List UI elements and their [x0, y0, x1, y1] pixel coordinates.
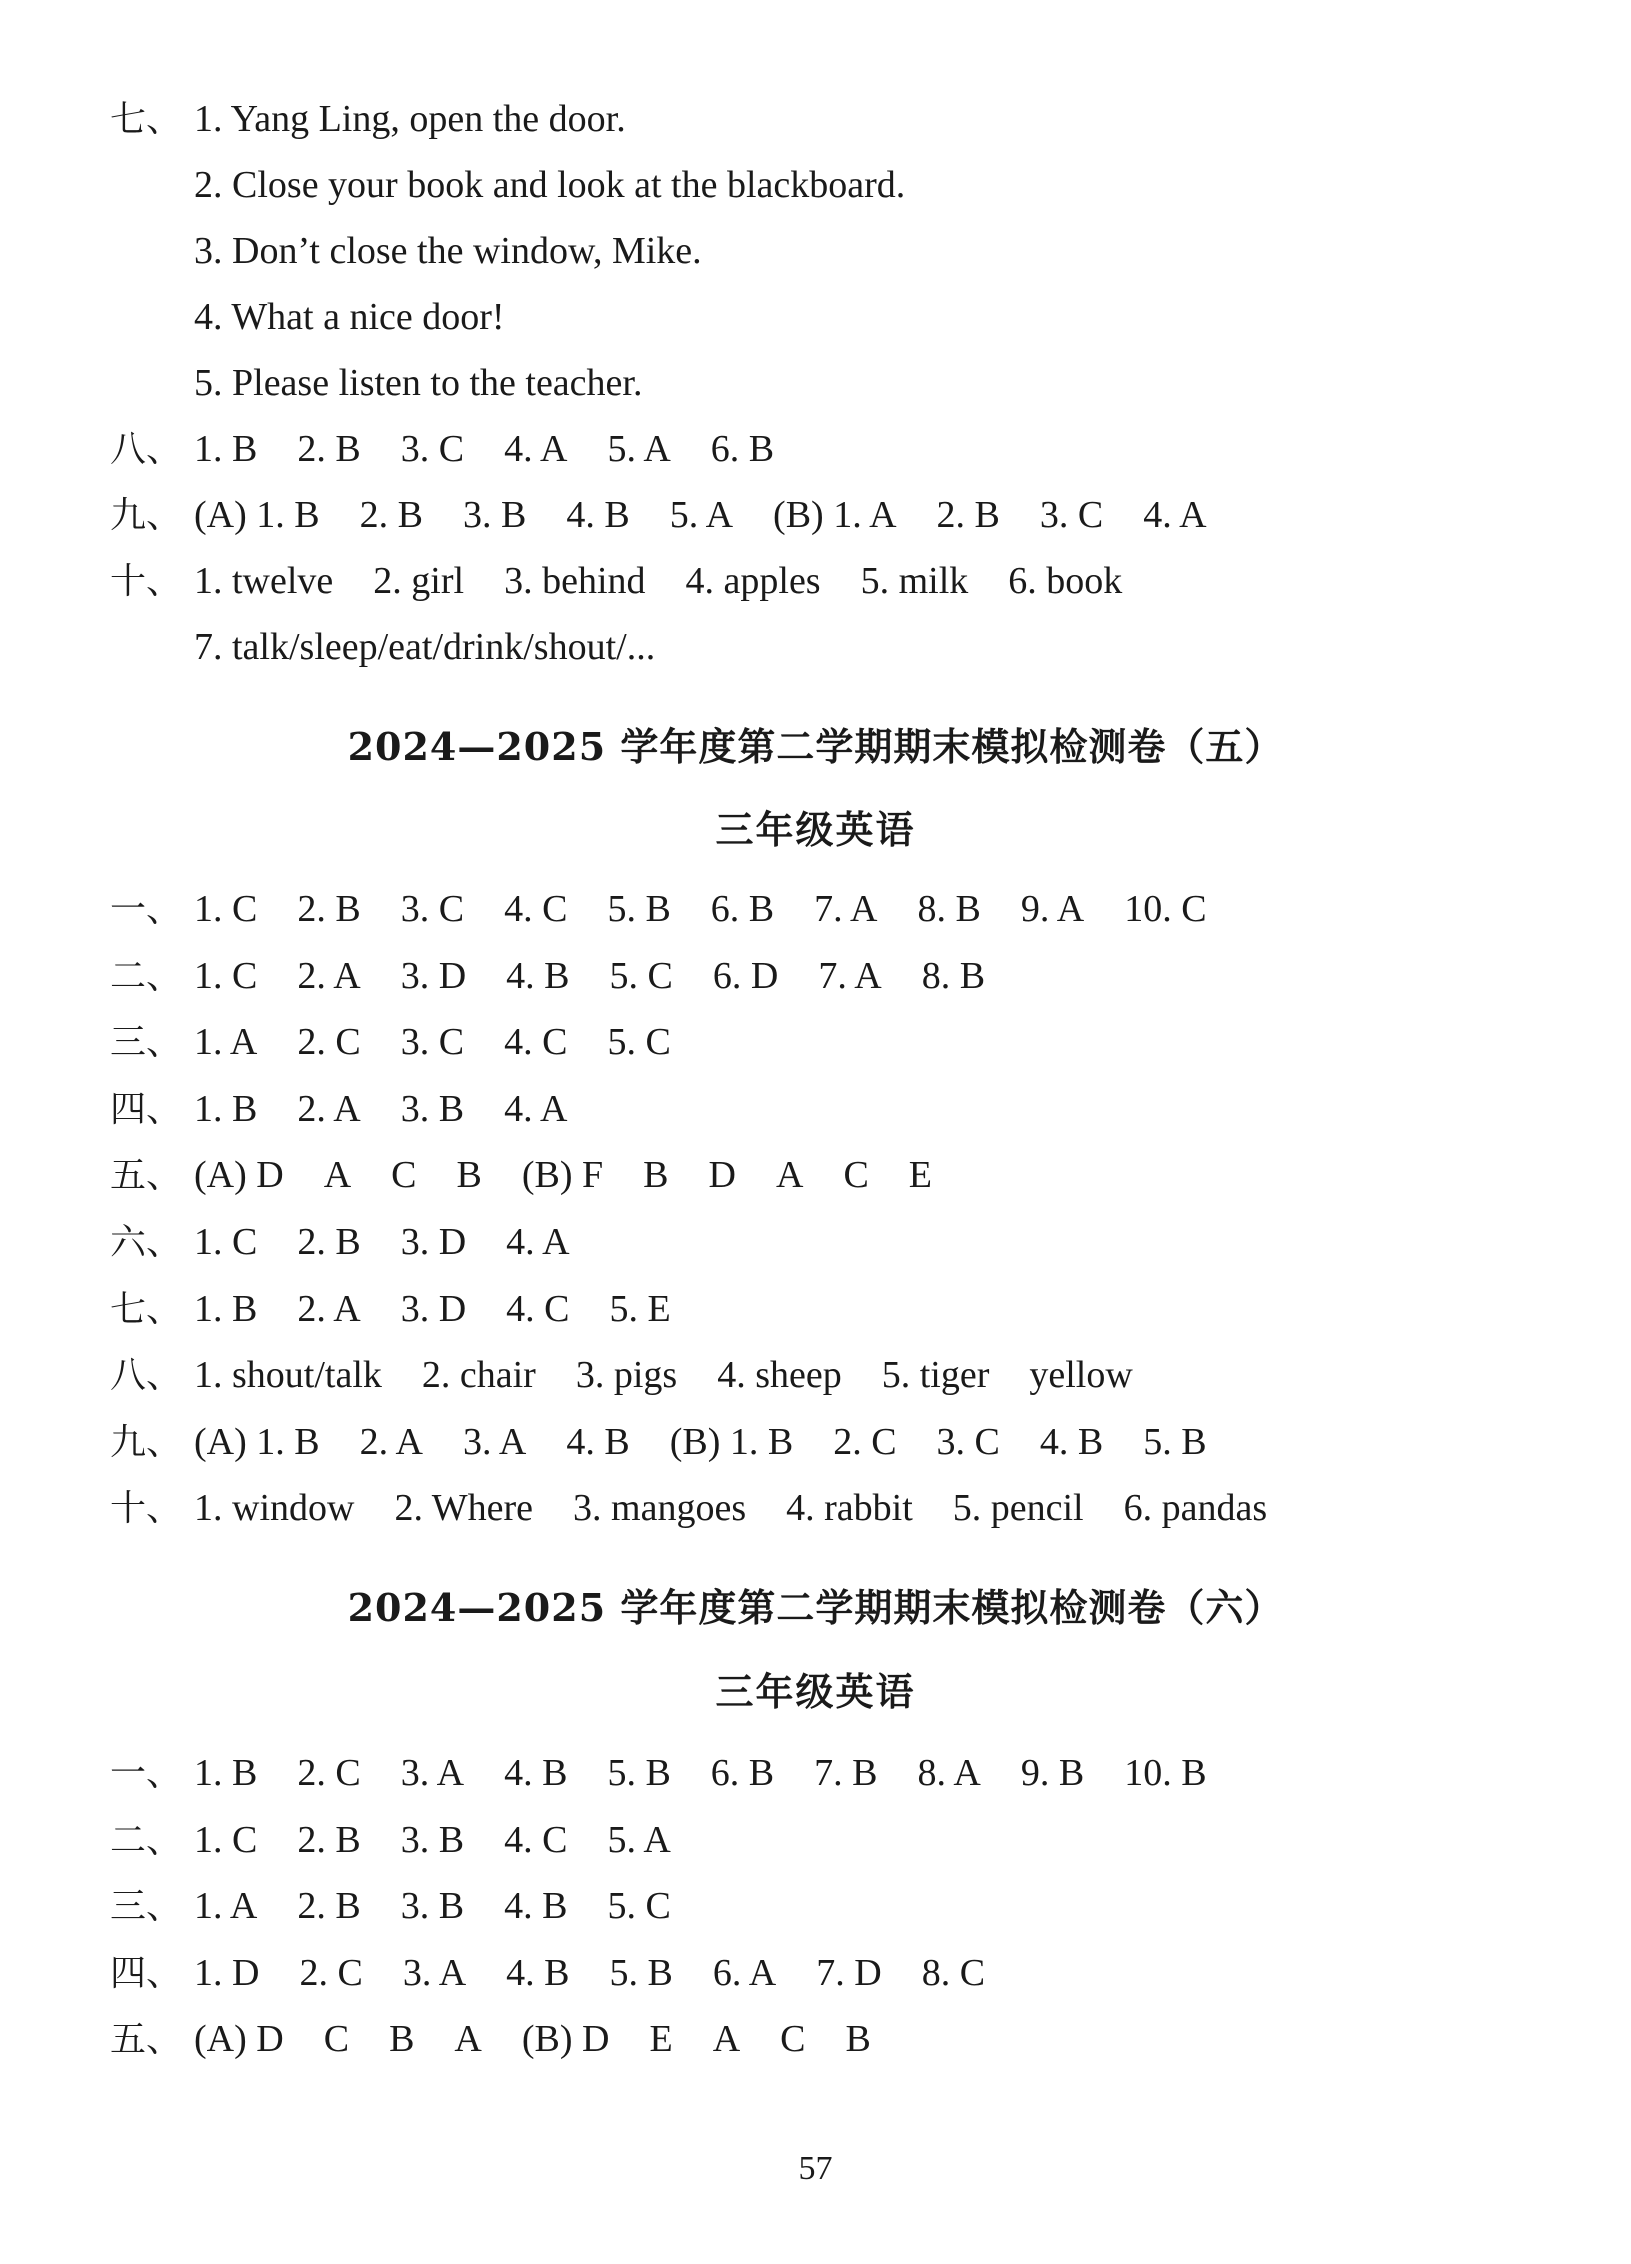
answer-item: 4. C — [504, 1021, 568, 1064]
answer-item: 4. B — [504, 1752, 568, 1794]
answer-item: (B) F — [521, 1154, 604, 1197]
section-row — [110, 1209, 610, 1275]
answer-item: 4. B — [566, 1420, 630, 1463]
section-row — [110, 1342, 1173, 1408]
answer-item: 1. B — [194, 1287, 258, 1330]
answer-item: 3. D — [400, 1287, 467, 1330]
answer-item: 6. B — [710, 428, 775, 470]
answer-item: 8. B — [917, 888, 981, 930]
answer-item: (A) D — [194, 1154, 284, 1197]
answer-list — [194, 1885, 711, 1927]
answer-list — [194, 1752, 1247, 1794]
section-row — [110, 1142, 972, 1208]
answer-list — [194, 1421, 1247, 1463]
answer-item: C — [780, 2018, 806, 2060]
exam6-subtitle: 三年级英语 — [715, 1669, 916, 1714]
answer-list — [194, 560, 1162, 602]
answer-item: 8. B — [921, 954, 986, 997]
answer-item: 5. B — [1143, 1420, 1207, 1463]
answer-item: 2. B — [297, 428, 361, 470]
answer-item: 6. D — [712, 954, 779, 997]
answer-item: A — [775, 1154, 804, 1197]
section-row — [110, 1807, 711, 1873]
answer-item: (A) 1. B — [194, 1420, 320, 1463]
answer-item: 6. B — [710, 1752, 775, 1794]
answer-item: 2. C — [297, 1021, 361, 1064]
section-row — [110, 1475, 1307, 1541]
answer-item: 5. milk — [860, 560, 969, 602]
sec10-line-2: 7. talk/sleep/eat/drink/shout/... — [194, 626, 656, 668]
answer-list — [194, 2018, 911, 2060]
answer-item: 2. B — [297, 1818, 361, 1861]
answer-item: 2. C — [833, 1420, 897, 1463]
answer-item: E — [649, 2018, 673, 2060]
answer-item: 3. B — [462, 494, 527, 536]
answer-item: 1. shout/talk — [194, 1354, 382, 1397]
answer-list — [194, 955, 1025, 997]
answer-item: 4. B — [504, 1885, 568, 1927]
section-row — [110, 2006, 911, 2072]
section-label: 三、 — [110, 1886, 183, 1927]
answer-item: 1. window — [194, 1487, 355, 1530]
section-row — [110, 1276, 711, 1342]
answer-item: 4. C — [504, 1818, 568, 1861]
section-label: 五、 — [110, 1155, 183, 1197]
answer-item: 5. B — [607, 1752, 671, 1794]
answer-item: 5. A — [669, 494, 734, 536]
answer-item: 4. B — [506, 954, 570, 997]
sec7-line-4: 4. What a nice door! — [194, 296, 505, 338]
answer-item: 5. C — [607, 1021, 671, 1064]
answer-item: 3. C — [400, 1021, 465, 1064]
answer-item: 1. twelve — [194, 560, 334, 602]
answer-item: 2. A — [359, 1420, 423, 1463]
section-label: 十、 — [110, 1488, 183, 1530]
answer-item: 2. B — [297, 1221, 361, 1263]
section-row — [110, 1740, 1247, 1806]
section-label: 四、 — [110, 1088, 183, 1130]
answer-item: 3. D — [400, 1221, 467, 1263]
section-row — [110, 943, 1025, 1009]
answer-list — [194, 1288, 711, 1330]
section-row — [110, 1873, 711, 1939]
section-label: 十、 — [110, 561, 183, 602]
answer-item: 4. rabbit — [786, 1487, 913, 1530]
answer-list — [194, 888, 1247, 930]
answer-item: 3. mangoes — [573, 1487, 747, 1530]
answer-item: 2. B — [297, 888, 361, 930]
answer-item: 3. C — [400, 428, 465, 470]
section-row — [110, 1409, 1247, 1475]
answer-item: 2. A — [297, 1087, 361, 1130]
answer-item: B — [643, 1154, 669, 1197]
answer-item: 9. B — [1020, 1752, 1085, 1794]
section-label: 二、 — [110, 1819, 183, 1861]
answer-item: 2. A — [297, 954, 361, 997]
answer-item: yellow — [1029, 1354, 1133, 1397]
answer-item: 2. C — [299, 1951, 363, 1994]
answer-item: 1. C — [194, 954, 258, 997]
answer-item: 10. C — [1124, 888, 1207, 930]
answer-item: C — [843, 1154, 869, 1197]
section-row — [110, 1009, 711, 1075]
answer-item: 3. C — [936, 1420, 1000, 1463]
answer-item: 3. B — [400, 1885, 465, 1927]
section-label: 四、 — [110, 1952, 183, 1994]
section-label: 三、 — [110, 1022, 183, 1064]
section-label: 二、 — [110, 955, 183, 997]
answer-list — [194, 1154, 972, 1196]
answer-item: 4. A — [506, 1221, 570, 1263]
answer-item: 1. C — [194, 888, 258, 930]
answer-item: 7. D — [816, 1951, 882, 1994]
answer-item: 1. B — [194, 1752, 258, 1794]
answer-item: 4. B — [506, 1951, 570, 1994]
answer-item: 2. chair — [421, 1354, 536, 1397]
answer-item: 5. A — [607, 1818, 671, 1861]
answer-item: 4. B — [1039, 1420, 1104, 1463]
answer-item: 3. C — [1039, 494, 1104, 536]
answer-item: 7. A — [818, 954, 882, 997]
answer-item: 3. C — [400, 888, 465, 930]
answer-item: 4. A — [504, 1087, 568, 1130]
answer-item: 3. B — [400, 1087, 465, 1130]
exam5-subtitle: 三年级英语 — [715, 807, 916, 852]
answer-item: C — [323, 2018, 350, 2060]
answer-item: (B) 1. A — [773, 494, 897, 536]
answer-item: 8. C — [921, 1951, 986, 1994]
section-label: 七、 — [110, 1288, 183, 1330]
answer-item: (A) 1. B — [194, 494, 320, 536]
section-row — [110, 1076, 607, 1142]
section-label: 六、 — [110, 1222, 183, 1263]
answer-item: 9. A — [1020, 888, 1085, 930]
exam6-title: 2024—2025 学年度第二学期期末模拟检测卷（六） — [347, 1585, 1284, 1630]
answer-item: 4. A — [1143, 494, 1207, 536]
section-label: 一、 — [110, 1753, 183, 1794]
answer-item: A — [712, 2018, 741, 2060]
answer-item: 3. A — [400, 1752, 465, 1794]
answer-item: 1. A — [194, 1021, 258, 1064]
answer-item: 2. B — [297, 1885, 361, 1927]
answer-list — [194, 1088, 607, 1130]
answer-item: 5. B — [609, 1951, 673, 1994]
answer-list — [194, 1487, 1307, 1529]
sec7-line-3: 3. Don’t close the window, Mike. — [194, 230, 702, 272]
answer-item: 3. D — [400, 954, 467, 997]
answer-item: (A) D — [194, 2018, 284, 2060]
answer-item: A — [323, 1154, 352, 1197]
section-row — [110, 876, 1247, 942]
answer-item: 3. B — [400, 1818, 465, 1861]
section-label: 八、 — [110, 1355, 183, 1397]
answer-item: 6. B — [710, 888, 775, 930]
answer-item: 3. pigs — [575, 1354, 678, 1397]
answer-item: 4. C — [506, 1287, 570, 1330]
answer-list — [194, 428, 814, 470]
sec7-line-2: 2. Close your book and look at the blackboard. — [194, 164, 906, 206]
answer-list — [194, 1021, 711, 1063]
sec7-line-5: 5. Please listen to the teacher. — [194, 362, 643, 404]
answer-item: 4. sheep — [717, 1354, 842, 1397]
section-label: 一、 — [110, 889, 183, 930]
answer-item: (B) D — [521, 2018, 610, 2060]
answer-item: 7. B — [814, 1752, 878, 1794]
section-label: 五、 — [110, 2019, 183, 2060]
section-label: 七、 — [110, 99, 183, 140]
section-row — [110, 1940, 1025, 2006]
answer-item: E — [908, 1154, 933, 1197]
answer-item: 3. A — [402, 1951, 467, 1994]
answer-item: 10. B — [1124, 1752, 1207, 1794]
answer-item: 1. C — [194, 1221, 258, 1263]
answer-list — [194, 494, 1247, 536]
answer-item: 2. girl — [373, 560, 465, 602]
section-label: 九、 — [110, 1421, 183, 1463]
answer-item: 3. A — [462, 1420, 527, 1463]
answer-item: (B) 1. B — [669, 1420, 794, 1463]
answer-item: 6. book — [1008, 560, 1123, 602]
answer-item: 5. tiger — [881, 1354, 990, 1397]
answer-item: B — [389, 2018, 415, 2060]
sentence: 1. Yang Ling, open the door. — [194, 98, 626, 140]
answer-item: 5. B — [607, 888, 671, 930]
answer-item: 1. A — [194, 1885, 258, 1927]
answer-item: 4. C — [504, 888, 568, 930]
answer-list — [194, 1952, 1025, 1994]
sec10-answers — [110, 548, 1162, 614]
answer-item: 4. apples — [685, 560, 821, 602]
answer-item: 2. Where — [394, 1487, 534, 1530]
answer-item: 6. pandas — [1123, 1487, 1268, 1530]
answer-item: 4. A — [504, 428, 568, 470]
answer-item: 5. A — [607, 428, 671, 470]
answer-list — [194, 1221, 610, 1263]
answer-item: 5. E — [609, 1287, 671, 1330]
answer-item: A — [454, 2018, 482, 2060]
sec9-answers — [110, 482, 1247, 548]
answer-item: 3. behind — [504, 560, 646, 602]
answer-item: 8. A — [917, 1752, 981, 1794]
answer-item: 5. C — [609, 954, 673, 997]
answer-item: C — [391, 1154, 417, 1197]
answer-item: 2. B — [359, 494, 423, 536]
answer-item: 6. A — [712, 1951, 777, 1994]
section-label: 八、 — [110, 429, 183, 470]
answer-item: 7. A — [814, 888, 878, 930]
answer-list — [194, 1819, 711, 1861]
answer-item: 1. D — [194, 1951, 260, 1994]
answer-item: D — [708, 1154, 736, 1197]
answer-item: 2. B — [936, 494, 1000, 536]
answer-item: 2. A — [297, 1287, 361, 1330]
answer-item: 1. B — [194, 428, 258, 470]
sec7-line-1 — [110, 86, 626, 152]
sec8-answers — [110, 416, 814, 482]
answer-item: 5. pencil — [952, 1487, 1084, 1530]
answer-item: 2. C — [297, 1752, 361, 1794]
answer-list — [194, 1354, 1173, 1396]
page-number: 57 — [798, 2150, 833, 2187]
answer-item: 4. B — [566, 494, 630, 536]
answer-item: 1. C — [194, 1818, 258, 1861]
answer-item: B — [845, 2018, 871, 2060]
section-label: 九、 — [110, 495, 183, 536]
answer-item: 1. B — [194, 1087, 258, 1130]
exam5-title: 2024—2025 学年度第二学期期末模拟检测卷（五） — [347, 724, 1284, 769]
answer-item: 5. C — [607, 1885, 671, 1927]
answer-item: B — [456, 1154, 482, 1197]
